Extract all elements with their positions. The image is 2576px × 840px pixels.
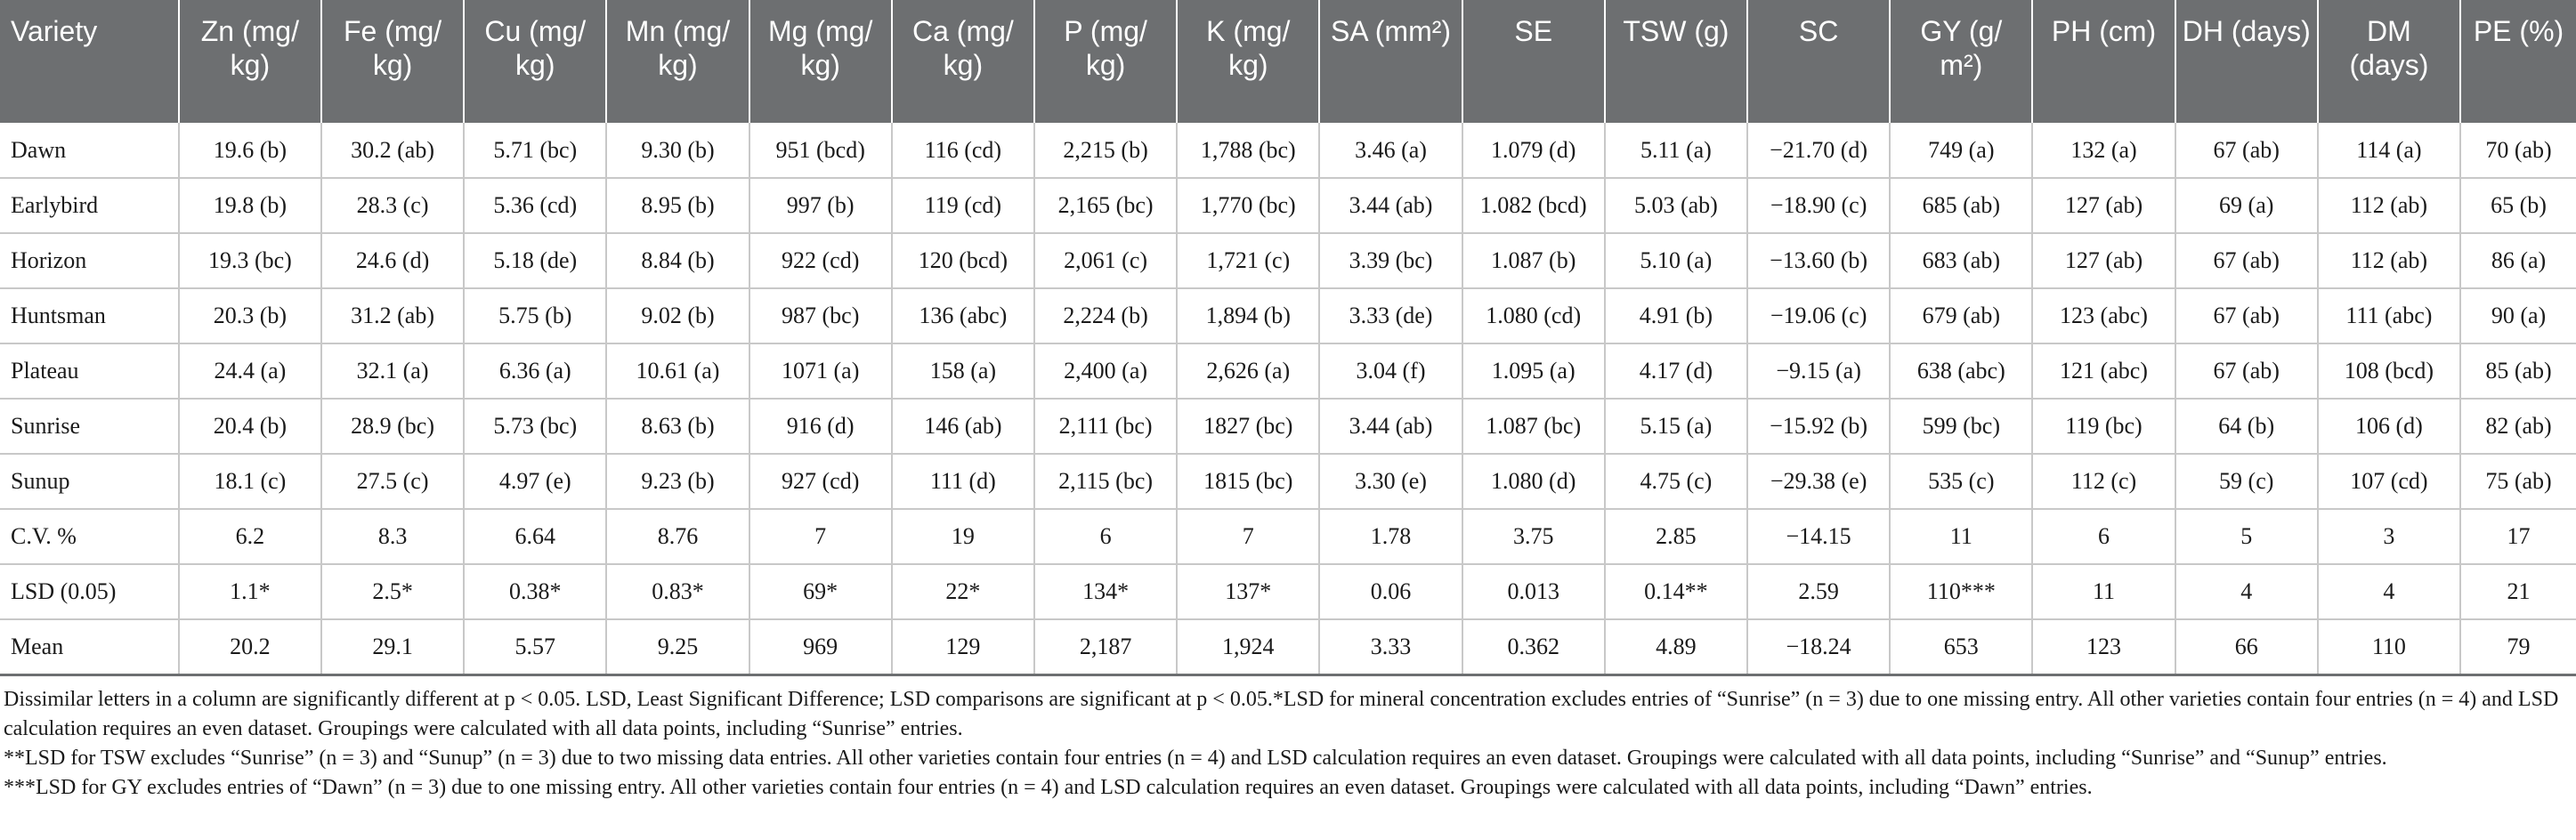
table-cell: 119 (bc) (2032, 399, 2175, 454)
table-row (0, 343, 2576, 399)
table-cell: 987 (bc) (749, 288, 892, 343)
table-cell: 112 (ab) (2318, 178, 2460, 233)
table-cell: 683 (ab) (1890, 233, 2032, 288)
table-cell: 679 (ab) (1890, 288, 2032, 343)
table-cell: 119 (cd) (892, 178, 1034, 233)
table-cell: 1,924 (1177, 619, 1319, 674)
table-cell: 7 (1177, 509, 1319, 564)
table-cell: 18.1 (c) (179, 454, 321, 509)
table-cell: 4.75 (c) (1605, 454, 1747, 509)
row-label: Sunrise (0, 399, 179, 454)
table-cell: 2,061 (c) (1034, 233, 1177, 288)
table-cell: 111 (abc) (2318, 288, 2460, 343)
table-cell: 4.97 (e) (464, 454, 606, 509)
table-cell: 132 (a) (2032, 123, 2175, 178)
table-cell: 112 (ab) (2318, 233, 2460, 288)
table-cell: 6 (2032, 509, 2175, 564)
table-cell: 1.080 (cd) (1462, 288, 1605, 343)
table-cell: 1,894 (b) (1177, 288, 1319, 343)
table-cell: 5.71 (bc) (464, 123, 606, 178)
table-row (0, 123, 2576, 178)
table-row (0, 233, 2576, 288)
table-cell: 20.2 (179, 619, 321, 674)
table-cell: 2,224 (b) (1034, 288, 1177, 343)
table-body (0, 123, 2576, 674)
table-cell: 6 (1034, 509, 1177, 564)
table-cell: 2,187 (1034, 619, 1177, 674)
table-cell: 8.95 (b) (606, 178, 749, 233)
table-cell: 1.78 (1319, 509, 1462, 564)
table-cell: 79 (2460, 619, 2576, 674)
table-cell: 599 (bc) (1890, 399, 2032, 454)
table-cell: 20.3 (b) (179, 288, 321, 343)
table-cell: 2,111 (bc) (1034, 399, 1177, 454)
table-cell: 3.33 (de) (1319, 288, 1462, 343)
table-cell: 535 (c) (1890, 454, 2032, 509)
table-cell: 5.73 (bc) (464, 399, 606, 454)
column-header: P (mg/ kg) (1034, 0, 1177, 123)
column-header: SC (1747, 0, 1890, 123)
table-cell: 1.082 (bcd) (1462, 178, 1605, 233)
table-cell: 129 (892, 619, 1034, 674)
table-cell: 9.30 (b) (606, 123, 749, 178)
table-cell: 0.013 (1462, 564, 1605, 619)
table-cell: 28.9 (bc) (321, 399, 464, 454)
table-cell: 1.087 (b) (1462, 233, 1605, 288)
table-cell: 1815 (bc) (1177, 454, 1319, 509)
table-cell: 9.23 (b) (606, 454, 749, 509)
table-cell: −9.15 (a) (1747, 343, 1890, 399)
table-cell: 110 (2318, 619, 2460, 674)
row-label: Mean (0, 619, 179, 674)
table-cell: 5.57 (464, 619, 606, 674)
table-cell: 4.91 (b) (1605, 288, 1747, 343)
table-cell: 32.1 (a) (321, 343, 464, 399)
table-row (0, 509, 2576, 564)
table-cell: 75 (ab) (2460, 454, 2576, 509)
table-cell: 137* (1177, 564, 1319, 619)
table-cell: 82 (ab) (2460, 399, 2576, 454)
column-header: K (mg/ kg) (1177, 0, 1319, 123)
table-cell: 1.080 (d) (1462, 454, 1605, 509)
table-cell: 111 (d) (892, 454, 1034, 509)
table-cell: 3.33 (1319, 619, 1462, 674)
table-cell: 1,770 (bc) (1177, 178, 1319, 233)
column-header: DM (days) (2318, 0, 2460, 123)
row-label: Huntsman (0, 288, 179, 343)
table-row (0, 454, 2576, 509)
column-header: Cu (mg/ kg) (464, 0, 606, 123)
table-cell: 0.83* (606, 564, 749, 619)
table-cell: 112 (c) (2032, 454, 2175, 509)
table-cell: 5.10 (a) (1605, 233, 1747, 288)
table-cell: 4 (2175, 564, 2318, 619)
table-cell: 916 (d) (749, 399, 892, 454)
table-cell: 11 (2032, 564, 2175, 619)
table-cell: 5.15 (a) (1605, 399, 1747, 454)
table-cell: 685 (ab) (1890, 178, 2032, 233)
table-cell: −15.92 (b) (1747, 399, 1890, 454)
table-cell: 3.75 (1462, 509, 1605, 564)
table-cell: 110*** (1890, 564, 2032, 619)
table-cell: 1.079 (d) (1462, 123, 1605, 178)
footnote: ***LSD for GY excludes entries of “Dawn” (n = 3) due to one missing entry. All other varieties contain four entries (n = 4) and LSD calculation requires an even dataset. Groupings were calculated with all data points, including “Dawn” entries. (4, 775, 2093, 799)
table-cell: 123 (2032, 619, 2175, 674)
table-cell: −21.70 (d) (1747, 123, 1890, 178)
table-cell: 2.5* (321, 564, 464, 619)
table-cell: 29.1 (321, 619, 464, 674)
column-header: Mn (mg/ kg) (606, 0, 749, 123)
table-cell: 6.36 (a) (464, 343, 606, 399)
table-cell: 749 (a) (1890, 123, 2032, 178)
table-cell: 59 (c) (2175, 454, 2318, 509)
table-cell: 19.6 (b) (179, 123, 321, 178)
table-cell: 922 (cd) (749, 233, 892, 288)
column-header: Mg (mg/ kg) (749, 0, 892, 123)
table-cell: −13.60 (b) (1747, 233, 1890, 288)
table-cell: 17 (2460, 509, 2576, 564)
table-cell: 5.03 (ab) (1605, 178, 1747, 233)
table-cell: 22* (892, 564, 1034, 619)
table-cell: 114 (a) (2318, 123, 2460, 178)
table-cell: 67 (ab) (2175, 123, 2318, 178)
table-cell: 9.25 (606, 619, 749, 674)
column-header: SE (1462, 0, 1605, 123)
table-cell: 2.85 (1605, 509, 1747, 564)
table-cell: 969 (749, 619, 892, 674)
table-cell: 653 (1890, 619, 2032, 674)
table-row (0, 564, 2576, 619)
table-cell: 10.61 (a) (606, 343, 749, 399)
table-cell: 0.06 (1319, 564, 1462, 619)
column-header: GY (g/ m²) (1890, 0, 2032, 123)
table-cell: 5.11 (a) (1605, 123, 1747, 178)
table-cell: 1.087 (bc) (1462, 399, 1605, 454)
table-cell: 2,115 (bc) (1034, 454, 1177, 509)
table-cell: 20.4 (b) (179, 399, 321, 454)
table-row (0, 399, 2576, 454)
table-cell: 997 (b) (749, 178, 892, 233)
column-header: Zn (mg/ kg) (179, 0, 321, 123)
row-label: Plateau (0, 343, 179, 399)
table-cell: 951 (bcd) (749, 123, 892, 178)
table-cell: 108 (bcd) (2318, 343, 2460, 399)
table-cell: 2,400 (a) (1034, 343, 1177, 399)
table-footnotes (0, 676, 2576, 803)
table-cell: 30.2 (ab) (321, 123, 464, 178)
table-cell: 19.8 (b) (179, 178, 321, 233)
row-label: Dawn (0, 123, 179, 178)
table-cell: 1.095 (a) (1462, 343, 1605, 399)
table-cell: 1.1* (179, 564, 321, 619)
table-cell: 67 (ab) (2175, 233, 2318, 288)
table-cell: −18.24 (1747, 619, 1890, 674)
table-cell: 69 (a) (2175, 178, 2318, 233)
table-cell: 28.3 (c) (321, 178, 464, 233)
table-cell: 66 (2175, 619, 2318, 674)
table-header (0, 0, 2576, 123)
table-cell: 2.59 (1747, 564, 1890, 619)
table-row (0, 288, 2576, 343)
table-cell: 90 (a) (2460, 288, 2576, 343)
table-cell: 3.39 (bc) (1319, 233, 1462, 288)
table-cell: 120 (bcd) (892, 233, 1034, 288)
table-cell: −19.06 (c) (1747, 288, 1890, 343)
column-header: Ca (mg/ kg) (892, 0, 1034, 123)
table-cell: 69* (749, 564, 892, 619)
table-cell: 123 (abc) (2032, 288, 2175, 343)
row-label: LSD (0.05) (0, 564, 179, 619)
table-cell: 0.38* (464, 564, 606, 619)
table-cell: 27.5 (c) (321, 454, 464, 509)
table-cell: 1,788 (bc) (1177, 123, 1319, 178)
table-cell: 3.44 (ab) (1319, 178, 1462, 233)
table-cell: 2,215 (b) (1034, 123, 1177, 178)
table-cell: 7 (749, 509, 892, 564)
table-cell: 2,626 (a) (1177, 343, 1319, 399)
column-header: Fe (mg/ kg) (321, 0, 464, 123)
table-cell: 24.6 (d) (321, 233, 464, 288)
table-cell: 127 (ab) (2032, 178, 2175, 233)
row-label: Sunup (0, 454, 179, 509)
row-label: Horizon (0, 233, 179, 288)
table-cell: 6.64 (464, 509, 606, 564)
table-cell: 2,165 (bc) (1034, 178, 1177, 233)
column-header: SA (mm²) (1319, 0, 1462, 123)
table-cell: −29.38 (e) (1747, 454, 1890, 509)
table-cell: 4 (2318, 564, 2460, 619)
column-header: PE (%) (2460, 0, 2576, 123)
table-cell: 134* (1034, 564, 1177, 619)
table-cell: 8.3 (321, 509, 464, 564)
table-cell: 24.4 (a) (179, 343, 321, 399)
table-cell: 106 (d) (2318, 399, 2460, 454)
table-cell: 8.63 (b) (606, 399, 749, 454)
table-cell: 70 (ab) (2460, 123, 2576, 178)
table-cell: 116 (cd) (892, 123, 1034, 178)
table-cell: 5 (2175, 509, 2318, 564)
table-cell: 1827 (bc) (1177, 399, 1319, 454)
table-cell: 9.02 (b) (606, 288, 749, 343)
table-cell: 121 (abc) (2032, 343, 2175, 399)
table-cell: 4.89 (1605, 619, 1747, 674)
table-cell: 31.2 (ab) (321, 288, 464, 343)
table-cell: 8.76 (606, 509, 749, 564)
header-row (0, 0, 2576, 123)
table-cell: 927 (cd) (749, 454, 892, 509)
table-row (0, 619, 2576, 674)
table-cell: 67 (ab) (2175, 288, 2318, 343)
column-header: Variety (0, 0, 179, 123)
table-cell: 86 (a) (2460, 233, 2576, 288)
table-cell: 5.75 (b) (464, 288, 606, 343)
table-cell: 5.36 (cd) (464, 178, 606, 233)
column-header: TSW (g) (1605, 0, 1747, 123)
table-cell: 3.46 (a) (1319, 123, 1462, 178)
column-header: PH (cm) (2032, 0, 2175, 123)
row-label: C.V. % (0, 509, 179, 564)
table-cell: 3 (2318, 509, 2460, 564)
footnote: **LSD for TSW excludes “Sunrise” (n = 3) and “Sunup” (n = 3) due to two missing data entries. All other varieties contain four entries (n = 4) and LSD calculation requires an even dataset. Groupings were calculated with all data points, including “Sunrise” and “Sunup” entries. (4, 746, 2387, 770)
column-header: DH (days) (2175, 0, 2318, 123)
table-cell: 4.17 (d) (1605, 343, 1747, 399)
table-cell: 65 (b) (2460, 178, 2576, 233)
table-cell: 146 (ab) (892, 399, 1034, 454)
table-cell: 5.18 (de) (464, 233, 606, 288)
table-cell: 67 (ab) (2175, 343, 2318, 399)
table-cell: 158 (a) (892, 343, 1034, 399)
table-cell: 127 (ab) (2032, 233, 2175, 288)
table-cell: 11 (1890, 509, 2032, 564)
table-cell: −18.90 (c) (1747, 178, 1890, 233)
table-cell: 21 (2460, 564, 2576, 619)
table-cell: 3.30 (e) (1319, 454, 1462, 509)
table-cell: 3.44 (ab) (1319, 399, 1462, 454)
table-cell: 107 (cd) (2318, 454, 2460, 509)
table-cell: 64 (b) (2175, 399, 2318, 454)
table-cell: 1,721 (c) (1177, 233, 1319, 288)
table-cell: 85 (ab) (2460, 343, 2576, 399)
row-label: Earlybird (0, 178, 179, 233)
table-cell: 3.04 (f) (1319, 343, 1462, 399)
table-cell: 0.14** (1605, 564, 1747, 619)
table-cell: 6.2 (179, 509, 321, 564)
table-cell: 136 (abc) (892, 288, 1034, 343)
footnote: Dissimilar letters in a column are significantly different at p < 0.05. LSD, Least Significant Difference; LSD comparisons are significant at p < 0.05.*LSD for mineral concentration excludes entries of “Sunrise” (n = 3) due to one missing entry. All other varieties contain four entries (n = 4) and LSD calculation requires an even dataset. Groupings were calculated with all data points, including “Sunrise” entries. (4, 687, 2559, 740)
table-cell: 1071 (a) (749, 343, 892, 399)
table-cell: 19.3 (bc) (179, 233, 321, 288)
table-cell: −14.15 (1747, 509, 1890, 564)
table-cell: 19 (892, 509, 1034, 564)
table-cell: 638 (abc) (1890, 343, 2032, 399)
table-cell: 8.84 (b) (606, 233, 749, 288)
table-cell: 0.362 (1462, 619, 1605, 674)
table-row (0, 178, 2576, 233)
